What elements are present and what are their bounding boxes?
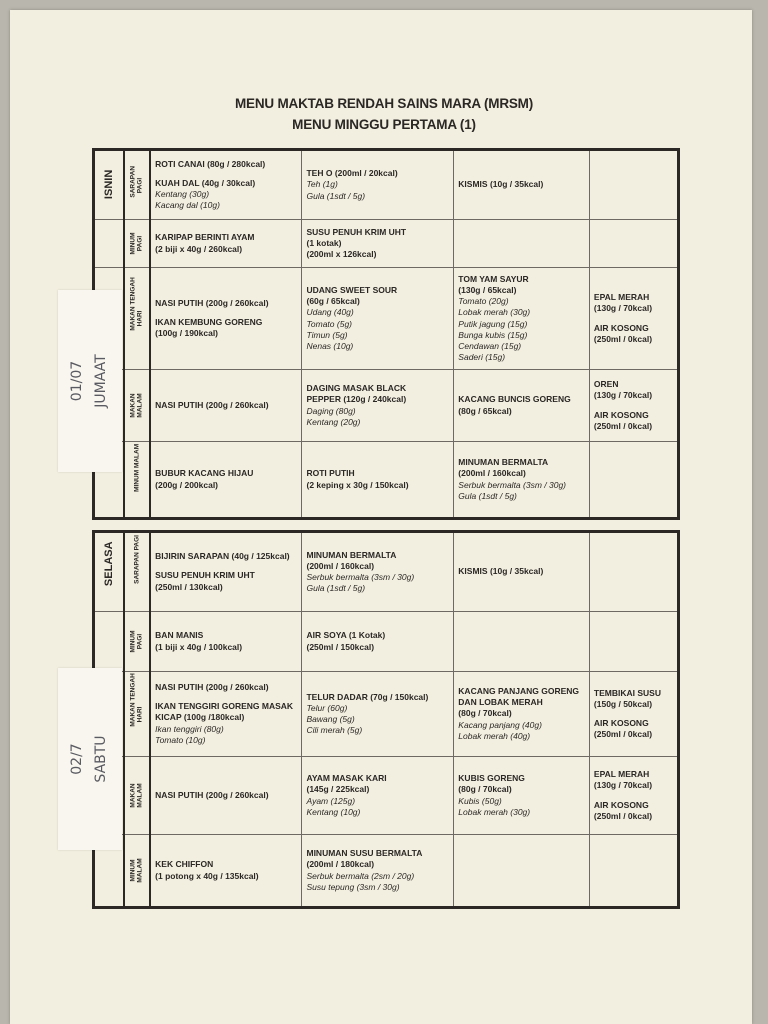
menu-item-text: (80g / 70kcal) [458, 708, 512, 719]
ingredient-text: Serbuk bermalta (2sm / 20g) [306, 870, 415, 881]
ingredient-text: Gula (1sdt / 5g) [458, 490, 517, 501]
meal-row [94, 268, 679, 370]
menu-table-isnin [92, 148, 680, 520]
ingredient-text: Saderi (15g) [458, 351, 506, 362]
menu-item-text: IKAN TENGGIRI GORENG MASAK [155, 701, 294, 712]
ingredient-text: Serbuk bermalta (3sm / 30g) [458, 479, 567, 490]
meal-label-cell [124, 532, 150, 612]
menu-cell [589, 220, 678, 268]
menu-item-text: TEH O (200ml / 20kcal) [306, 168, 398, 179]
menu-cell [150, 532, 302, 612]
line-gap [594, 710, 673, 718]
line-gap [155, 170, 297, 178]
menu-item-text: (145g / 225kcal) [306, 784, 370, 795]
ingredient-text: Putik jagung (15g) [458, 318, 528, 329]
menu-item-text: ROTI PUTIH [306, 468, 355, 479]
ingredient-text: Tomato (5g) [306, 318, 352, 329]
menu-item-text: KISMIS (10g / 35kcal) [458, 179, 544, 190]
menu-item-text: DAGING MASAK BLACK [306, 383, 407, 394]
menu-cell [150, 150, 302, 220]
menu-item-text: (200ml / 160kcal) [306, 560, 375, 571]
meal-label: MAKAN TENGAH HARI [129, 672, 145, 727]
menu-item-text: (100g / 190kcal) [155, 328, 219, 339]
ingredient-text: Gula (1sdt / 5g) [306, 583, 366, 594]
menu-item-text: IKAN KEMBUNG GORENG [155, 316, 263, 327]
menu-cell [302, 532, 454, 612]
menu-item-text: (130g / 65kcal) [458, 285, 517, 296]
meal-label: MINUM PAGI [129, 630, 145, 653]
menu-cell [150, 672, 302, 757]
menu-item-text: (250ml / 130kcal) [155, 581, 223, 592]
day-label: ISNIN [102, 169, 115, 199]
menu-item-text: (130g / 70kcal) [593, 390, 653, 401]
menu-cell [589, 612, 678, 672]
menu-cell [150, 835, 302, 908]
ingredient-text: Kentang (10g) [306, 806, 361, 817]
menu-cell [302, 757, 454, 835]
meal-label: MAKAN TENGAH HARI [129, 277, 145, 331]
sticky-note-day: SABTU [93, 735, 109, 783]
menu-cell [589, 370, 678, 442]
menu-item-text: BIJIRIN SARAPAN (40g / 125kcal) [155, 551, 290, 562]
menu-item-text: (200ml / 180kcal) [306, 859, 375, 870]
ingredient-text: Kacang dal (10g) [155, 200, 220, 211]
menu-item-text: TELUR DADAR (70g / 150kcal) [306, 691, 429, 702]
ingredient-text: Udang (40g) [306, 307, 354, 318]
meal-row [94, 612, 679, 672]
menu-cell [589, 757, 678, 835]
menu-item-text: NASI PUTIH (200g / 260kcal) [155, 399, 269, 410]
menu-cell [589, 268, 678, 370]
menu-item-text: DAN LOBAK MERAH [458, 697, 543, 708]
ingredient-text: Timun (5g) [306, 329, 348, 340]
menu-table-selasa [92, 530, 680, 909]
meal-label: MAKAN MALAM [129, 393, 145, 418]
menu-item-text: TOM YAM SAYUR [458, 274, 529, 285]
menu-item-text: (200ml / 160kcal) [458, 468, 526, 479]
day-spacer-cell [94, 612, 124, 672]
meal-row [94, 150, 679, 220]
ingredient-text: Lobak merah (40g) [458, 730, 531, 741]
menu-cell [454, 370, 590, 442]
menu-item-text: (60g / 65kcal) [306, 296, 360, 307]
menu-cell [454, 672, 590, 757]
meal-label: SARAPAN PAGI [133, 535, 141, 585]
menu-cell [150, 612, 302, 672]
menu-item-text: (1 potong x 40g / 135kcal) [155, 870, 259, 881]
day-label-cell [94, 150, 124, 220]
menu-cell [589, 672, 678, 757]
menu-cell [589, 532, 678, 612]
day-label: SELASA [102, 541, 115, 586]
ingredient-text: Kentang (30g) [155, 189, 210, 199]
meal-label: MINUM MALAM [129, 858, 145, 883]
menu-cell [302, 672, 454, 757]
menu-cell [150, 442, 302, 519]
menu-cell [150, 757, 302, 835]
ingredient-text: Tomato (10g) [155, 734, 206, 745]
sticky-note-day: JUMAAT [93, 354, 109, 408]
menu-cell [589, 150, 678, 220]
menu-item-text: ROTI CANAI (80g / 280kcal) [155, 158, 266, 169]
meal-row [94, 442, 679, 519]
menu-item-text: NASI PUTIH (200g / 260kcal) [155, 682, 269, 693]
menu-item-text: (1 biji x 40g / 100kcal) [155, 641, 243, 652]
meal-label-cell [124, 370, 150, 442]
meal-row [94, 835, 679, 908]
menu-item-text: MINUMAN BERMALTA [306, 549, 397, 560]
menu-item-text: (250ml / 0kcal) [593, 333, 653, 344]
menu-item-text: EPAL MERAH [593, 769, 650, 780]
menu-item-text: (250ml / 0kcal) [593, 729, 653, 740]
menu-item-text: UDANG SWEET SOUR [306, 285, 398, 296]
menu-item-text: AIR KOSONG [593, 799, 649, 810]
menu-item-text: KARIPAP BERINTI AYAM [155, 232, 255, 243]
menu-cell [589, 442, 678, 519]
menu-item-text: (150g / 50kcal) [593, 698, 653, 709]
ingredient-text: Kacang panjang (40g) [458, 719, 542, 730]
menu-cell [454, 268, 590, 370]
menu-cell [302, 835, 454, 908]
menu-cell [302, 442, 454, 519]
menu-cell [454, 532, 590, 612]
meal-row [94, 220, 679, 268]
ingredient-text: Susu tepung (3sm / 30g) [306, 881, 400, 892]
menu-item-text: KACANG BUNCIS GORENG [458, 394, 571, 405]
menu-item-text: KUAH DAL (40g / 30kcal) [155, 177, 256, 188]
sticky-note-date: 01/07 [69, 360, 86, 402]
meal-row [94, 672, 679, 757]
menu-cell [454, 757, 590, 835]
ingredient-text: Telur (60g) [306, 702, 348, 713]
meal-label-cell [124, 835, 150, 908]
line-gap [594, 792, 673, 800]
menu-item-text: (80g / 70kcal) [458, 784, 512, 795]
menu-cell [150, 268, 302, 370]
meal-label-cell [124, 612, 150, 672]
meal-label-cell [124, 672, 150, 757]
menu-item-text: SUSU PENUH KRIM UHT [155, 570, 255, 581]
menu-item-text: MINUMAN BERMALTA [458, 457, 549, 468]
ingredient-text: Bawang (5g) [306, 714, 355, 724]
menu-item-text: SUSU PENUH KRIM UHT [306, 226, 407, 237]
ingredient-text: Lobak merah (30g) [458, 806, 531, 817]
menu-item-text: KICAP (100g /180kcal) [155, 712, 245, 723]
menu-item-text: AIR SOYA (1 Kotak) [306, 630, 386, 641]
menu-item-text: NASI PUTIH (200g / 260kcal) [155, 789, 269, 800]
menu-item-text: (80g / 65kcal) [458, 405, 512, 416]
menu-item-text: (250ml / 150kcal) [306, 641, 375, 652]
ingredient-text: Cili merah (5g) [306, 725, 363, 736]
line-gap [155, 562, 297, 570]
menu-cell [150, 220, 302, 268]
meal-label-cell [124, 268, 150, 370]
day-label-cell [94, 532, 124, 612]
sticky-note-1 [58, 290, 122, 472]
menu-item-text: (2 keping x 30g / 150kcal) [306, 479, 409, 490]
menu-item-text: (2 biji x 40g / 260kcal) [155, 243, 243, 254]
ingredient-text: Kentang (20g) [306, 416, 361, 427]
menu-item-text: KUBIS GORENG [458, 773, 525, 784]
menu-item-text: BUBUR KACANG HIJAU [155, 468, 254, 479]
menu-item-text: EPAL MERAH [593, 292, 650, 303]
menu-cell [150, 370, 302, 442]
menu-item-text: KEK CHIFFON [155, 859, 214, 870]
menu-item-text: TEMBIKAI SUSU [593, 687, 661, 698]
menu-cell [454, 150, 590, 220]
menu-item-text: MINUMAN SUSU BERMALTA [306, 848, 423, 859]
menu-cell [454, 220, 590, 268]
ingredient-text: Tomato (20g) [458, 296, 509, 307]
menu-item-text: BAN MANIS [155, 630, 204, 641]
meal-label-cell [124, 150, 150, 220]
menu-cell [302, 150, 454, 220]
menu-cell [454, 442, 590, 519]
menu-cell [302, 612, 454, 672]
day-spacer-cell [94, 220, 124, 268]
sticky-note-2 [58, 668, 122, 850]
page-subtitle: MENU MINGGU PERTAMA (1) [292, 117, 476, 132]
sticky-note-date: 02/7 [69, 743, 86, 775]
menu-cell [454, 835, 590, 908]
menu-item-text: (250ml / 0kcal) [593, 420, 653, 431]
meal-label: MINUM MALAM [133, 443, 141, 492]
menu-cell [302, 220, 454, 268]
line-gap [155, 309, 297, 317]
ingredient-text: Kubis (50g) [458, 795, 502, 806]
menu-item-text: AIR KOSONG [593, 409, 649, 420]
ingredient-text: Lobak merah (30g) [458, 307, 531, 318]
meal-row [94, 370, 679, 442]
meal-label: SARAPAN PAGI [129, 165, 145, 198]
ingredient-text: Teh (1g) [306, 179, 338, 190]
ingredient-text: Serbuk bermalta (3sm / 30g) [306, 572, 415, 582]
ingredient-text: Nenas (10g) [306, 340, 354, 351]
ingredient-text: Cendawan (15g) [458, 340, 522, 351]
menu-item-text: (130g / 70kcal) [593, 780, 653, 791]
menu-item-text: KACANG PANJANG GORENG [458, 686, 580, 697]
meal-label: MINUM PAGI [129, 232, 145, 255]
menu-item-text: (1 kotak) [306, 237, 342, 248]
menu-item-text: NASI PUTIH (200g / 260kcal) [155, 297, 269, 308]
menu-item-text: KISMIS (10g / 35kcal) [458, 566, 544, 577]
menu-item-text: (250ml / 0kcal) [593, 810, 653, 821]
menu-cell [302, 268, 454, 370]
menu-item-text: AIR KOSONG [593, 718, 649, 728]
menu-cell [302, 370, 454, 442]
page-title: MENU MAKTAB RENDAH SAINS MARA (MRSM) [234, 96, 534, 111]
ingredient-text: Gula (1sdt / 5g) [306, 190, 366, 201]
meal-label: MAKAN MALAM [129, 783, 145, 808]
menu-item-text: (130g / 70kcal) [593, 303, 653, 314]
ingredient-text: Ayam (125g) [306, 795, 356, 806]
meal-label-cell [124, 442, 150, 519]
menu-item-text: (200g / 200kcal) [155, 479, 219, 490]
ingredient-text: Daging (80g) [306, 405, 356, 416]
menu-cell [454, 612, 590, 672]
line-gap [594, 402, 673, 410]
meal-row [94, 757, 679, 835]
ingredient-text: Ikan tenggiri (80g) [155, 723, 224, 734]
menu-item-text: AYAM MASAK KARI [306, 773, 387, 784]
ingredient-text: Bunga kubis (15g) [458, 329, 528, 340]
menu-item-text: PEPPER (120g / 240kcal) [306, 394, 407, 405]
line-gap [594, 315, 673, 323]
menu-cell [589, 835, 678, 908]
menu-item-text: OREN [593, 379, 619, 390]
meal-label-cell [124, 220, 150, 268]
meal-label-cell [124, 757, 150, 835]
line-gap [155, 693, 297, 701]
meal-row [94, 532, 679, 612]
menu-item-text: (200ml x 126kcal) [306, 249, 377, 260]
menu-item-text: AIR KOSONG [593, 322, 649, 333]
